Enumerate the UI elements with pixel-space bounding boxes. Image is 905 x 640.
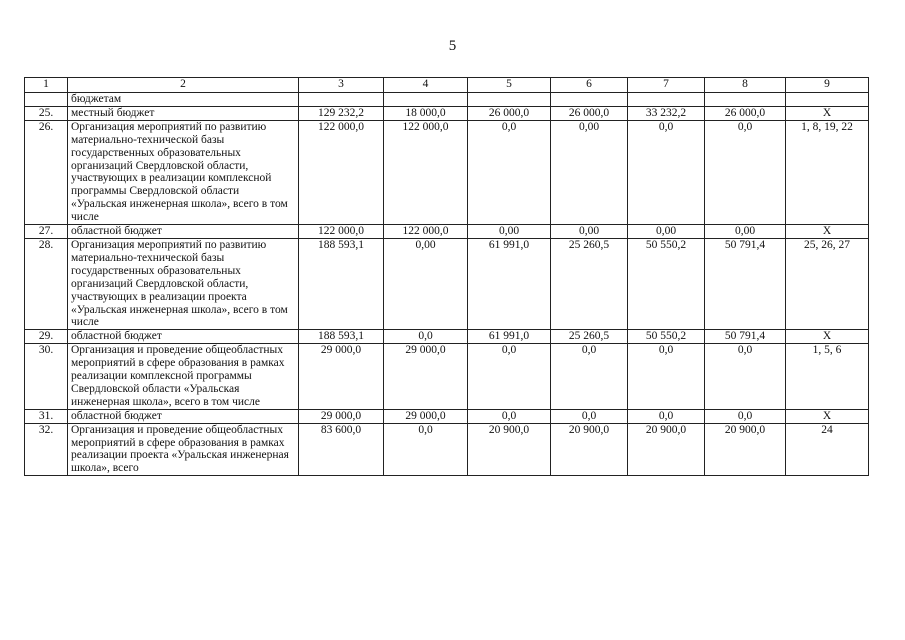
column-header: 1	[25, 78, 68, 93]
target-refs: 25, 26, 27	[786, 238, 869, 329]
table-row	[25, 344, 869, 410]
page-number: 5	[448, 38, 457, 54]
table-row	[25, 120, 869, 224]
value-col4: 122 000,0	[384, 120, 468, 224]
value-col4: 122 000,0	[384, 225, 468, 239]
value-col6	[551, 93, 628, 107]
table-row	[25, 238, 869, 329]
column-header: 8	[705, 78, 786, 93]
value-col7: 50 550,2	[628, 238, 705, 329]
target-refs: Х	[786, 106, 869, 120]
value-col4	[384, 93, 468, 107]
value-col8: 0,0	[705, 344, 786, 410]
value-col6: 25 260,5	[551, 238, 628, 329]
row-description: областной бюджет	[68, 330, 299, 344]
row-number: 30.	[25, 344, 68, 410]
row-description: Организация и проведение общеобластных мероприятий в сфере образования в рамках реализации проекта «Уральская инженерная школа», всего	[68, 423, 299, 476]
value-col3: 188 593,1	[299, 238, 384, 329]
row-description: Организация и проведение общеобластных мероприятий в сфере образования в рамках реализации комплексной программы Свердловской области «Уральская инженерная школа», всего в том числе	[68, 344, 299, 410]
value-col5: 0,00	[468, 225, 551, 239]
row-number: 27.	[25, 225, 68, 239]
target-refs: 24	[786, 423, 869, 476]
row-number: 25.	[25, 106, 68, 120]
value-col4: 18 000,0	[384, 106, 468, 120]
value-col8: 50 791,4	[705, 330, 786, 344]
value-col5: 26 000,0	[468, 106, 551, 120]
row-number: 26.	[25, 120, 68, 224]
value-col3: 83 600,0	[299, 423, 384, 476]
value-col5: 20 900,0	[468, 423, 551, 476]
row-number: 28.	[25, 238, 68, 329]
value-col6: 20 900,0	[551, 423, 628, 476]
column-header: 4	[384, 78, 468, 93]
value-col7: 50 550,2	[628, 330, 705, 344]
row-number: 29.	[25, 330, 68, 344]
value-col3	[299, 93, 384, 107]
table-row	[25, 93, 869, 107]
table-row	[25, 330, 869, 344]
value-col6: 0,00	[551, 225, 628, 239]
column-header: 9	[786, 78, 869, 93]
value-col3: 129 232,2	[299, 106, 384, 120]
table-row	[25, 409, 869, 423]
value-col7: 0,00	[628, 225, 705, 239]
value-col6: 0,00	[551, 120, 628, 224]
value-col4: 29 000,0	[384, 409, 468, 423]
value-col7	[628, 93, 705, 107]
value-col5: 0,0	[468, 409, 551, 423]
column-header: 2	[68, 78, 299, 93]
value-col3: 122 000,0	[299, 225, 384, 239]
row-description: областной бюджет	[68, 225, 299, 239]
value-col6: 25 260,5	[551, 330, 628, 344]
target-refs: Х	[786, 409, 869, 423]
budget-table	[24, 77, 869, 476]
value-col8: 26 000,0	[705, 106, 786, 120]
value-col8: 0,00	[705, 225, 786, 239]
value-col6: 0,0	[551, 409, 628, 423]
value-col3: 122 000,0	[299, 120, 384, 224]
table-row	[25, 106, 869, 120]
value-col7: 0,0	[628, 344, 705, 410]
value-col5: 61 991,0	[468, 330, 551, 344]
value-col7: 33 232,2	[628, 106, 705, 120]
column-header: 7	[628, 78, 705, 93]
value-col4: 0,0	[384, 423, 468, 476]
value-col8: 20 900,0	[705, 423, 786, 476]
value-col5: 0,0	[468, 120, 551, 224]
row-description: Организация мероприятий по развитию материально-технической базы государственных образовательных организаций Свердловской области, участвующих в реализации проекта «Уральская инженерная школа», всего в том числе	[68, 238, 299, 329]
row-description: бюджетам	[68, 93, 299, 107]
value-col6: 0,0	[551, 344, 628, 410]
row-description: областной бюджет	[68, 409, 299, 423]
value-col8: 50 791,4	[705, 238, 786, 329]
value-col5: 0,0	[468, 344, 551, 410]
value-col7: 20 900,0	[628, 423, 705, 476]
target-refs	[786, 93, 869, 107]
row-number: 32.	[25, 423, 68, 476]
value-col8: 0,0	[705, 409, 786, 423]
column-header: 5	[468, 78, 551, 93]
column-header: 3	[299, 78, 384, 93]
value-col7: 0,0	[628, 120, 705, 224]
row-number: 31.	[25, 409, 68, 423]
column-header: 6	[551, 78, 628, 93]
value-col4: 0,0	[384, 330, 468, 344]
target-refs: Х	[786, 330, 869, 344]
table-header-row	[25, 78, 869, 93]
value-col3: 29 000,0	[299, 344, 384, 410]
row-description: Организация мероприятий по развитию материально-технической базы государственных образовательных организаций Свердловской области, участвующих в реализации комплексной программы Свердловской области «Уральская инженерная школа», всего в том числе	[68, 120, 299, 224]
value-col4: 29 000,0	[384, 344, 468, 410]
target-refs: 1, 5, 6	[786, 344, 869, 410]
target-refs: 1, 8, 19, 22	[786, 120, 869, 224]
target-refs: Х	[786, 225, 869, 239]
value-col8: 0,0	[705, 120, 786, 224]
value-col8	[705, 93, 786, 107]
table-row	[25, 225, 869, 239]
row-description: местный бюджет	[68, 106, 299, 120]
value-col4: 0,00	[384, 238, 468, 329]
value-col5	[468, 93, 551, 107]
value-col5: 61 991,0	[468, 238, 551, 329]
value-col3: 188 593,1	[299, 330, 384, 344]
row-number	[25, 93, 68, 107]
value-col3: 29 000,0	[299, 409, 384, 423]
value-col6: 26 000,0	[551, 106, 628, 120]
table-row	[25, 423, 869, 476]
value-col7: 0,0	[628, 409, 705, 423]
